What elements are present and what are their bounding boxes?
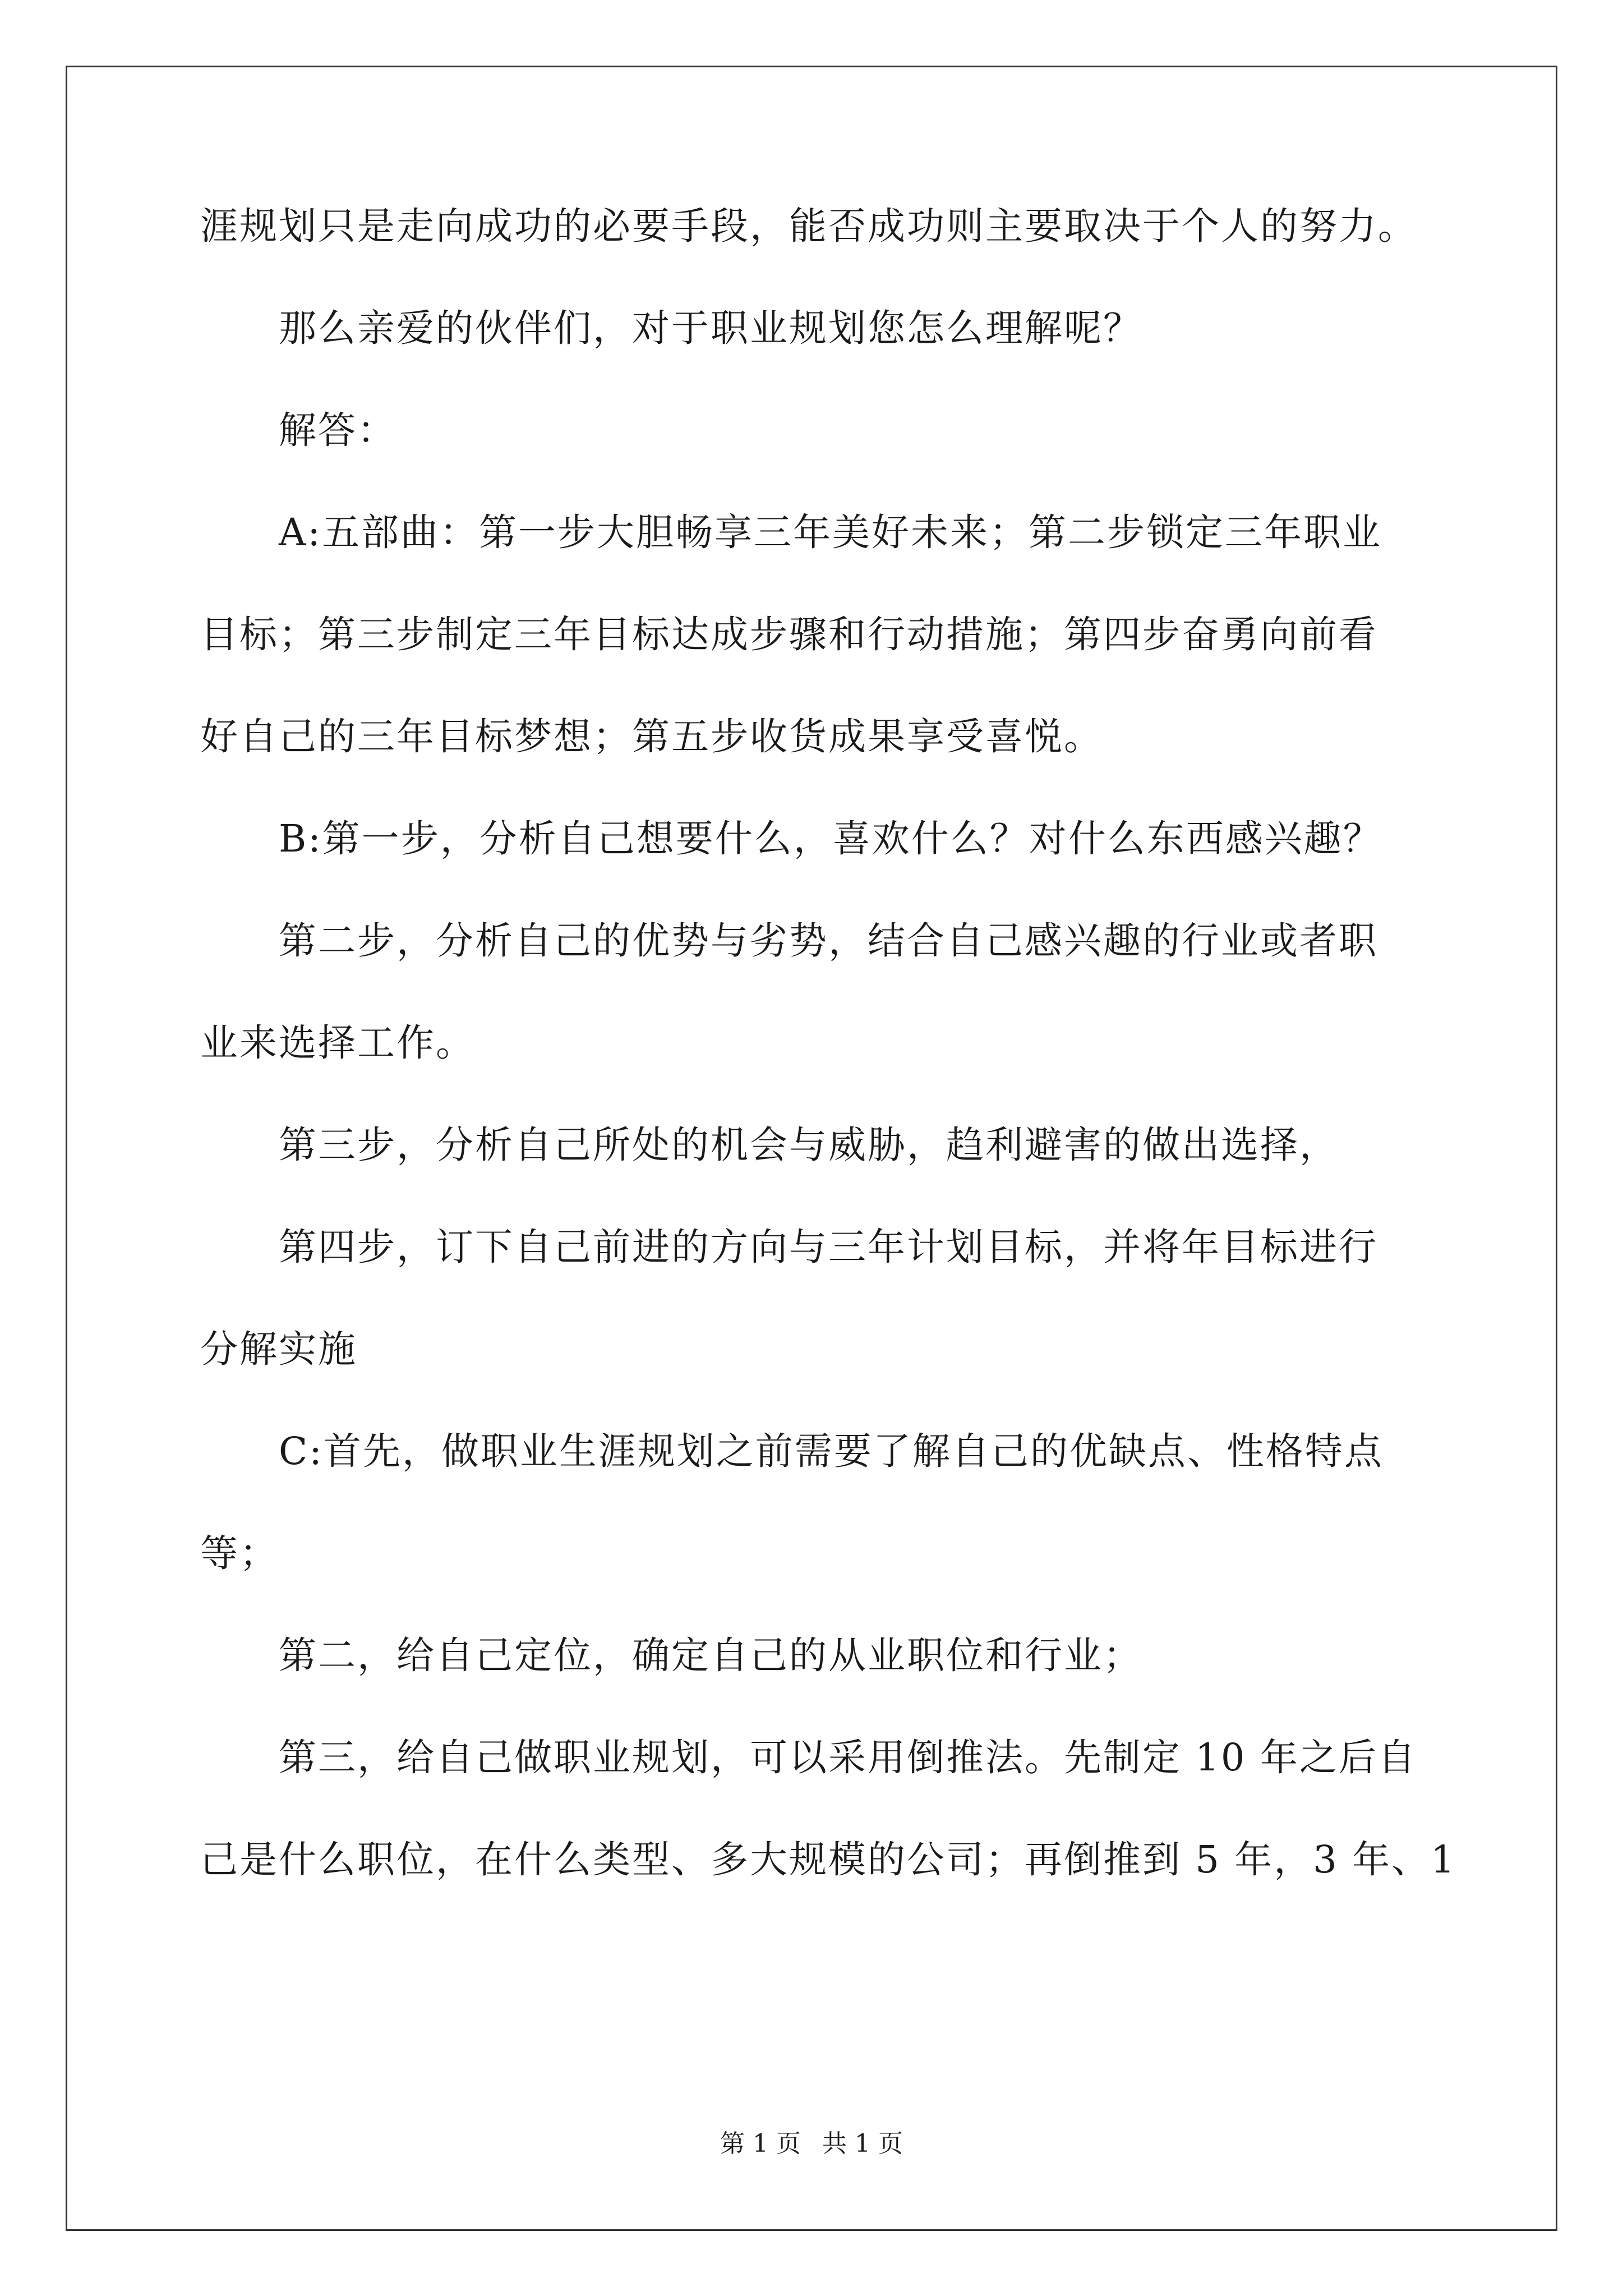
text-line-7: B:第一步，分析自己想要什么，喜欢什么？对什么东西感兴趣？ — [279, 817, 1382, 861]
page-footer — [0, 2127, 1623, 2161]
text-line-13: C:首先，做职业生涯规划之前需要了解自己的优缺点、性格特点 — [279, 1429, 1384, 1473]
page-number: 第 1 页 — [720, 2129, 801, 2158]
text-line-5: 目标；第三步制定三年目标达成步骤和行动措施；第四步奋勇向前看 — [200, 613, 1378, 656]
text-line-1: 涯规划只是走向成功的必要手段，能否成功则主要取决于个人的努力。 — [200, 204, 1417, 248]
text-line-2: 那么亲爱的伙伴们，对于职业规划您怎么理解呢？ — [279, 306, 1142, 350]
text-line-11: 第四步，订下自己前进的方向与三年计划目标，并将年目标进行 — [279, 1225, 1378, 1269]
text-line-12: 分解实施 — [200, 1327, 357, 1371]
text-line-10: 第三步，分析自己所处的机会与威胁，趋利避害的做出选择， — [279, 1123, 1339, 1167]
text-line-6: 好自己的三年目标梦想；第五步收货成果享受喜悦。 — [200, 715, 1103, 758]
text-line-9: 业来选择工作。 — [200, 1021, 475, 1065]
text-line-17: 己是什么职位，在什么类型、多大规模的公司；再倒推到 5 年，3 年、1 — [200, 1838, 1456, 1881]
text-line-3: 解答： — [279, 408, 396, 452]
text-line-16: 第三，给自己做职业规划，可以采用倒推法。先制定 10 年之后自 — [279, 1736, 1417, 1779]
text-line-8: 第二步，分析自己的优势与劣势，结合自己感兴趣的行业或者职 — [279, 919, 1378, 963]
text-line-4: A:五部曲：第一步大胆畅享三年美好未来；第二步锁定三年职业 — [279, 510, 1382, 554]
page-total: 共 1 页 — [822, 2129, 903, 2158]
text-line-14: 等； — [200, 1531, 279, 1575]
text-line-15: 第二，给自己定位，确定自己的从业职位和行业； — [279, 1634, 1142, 1677]
